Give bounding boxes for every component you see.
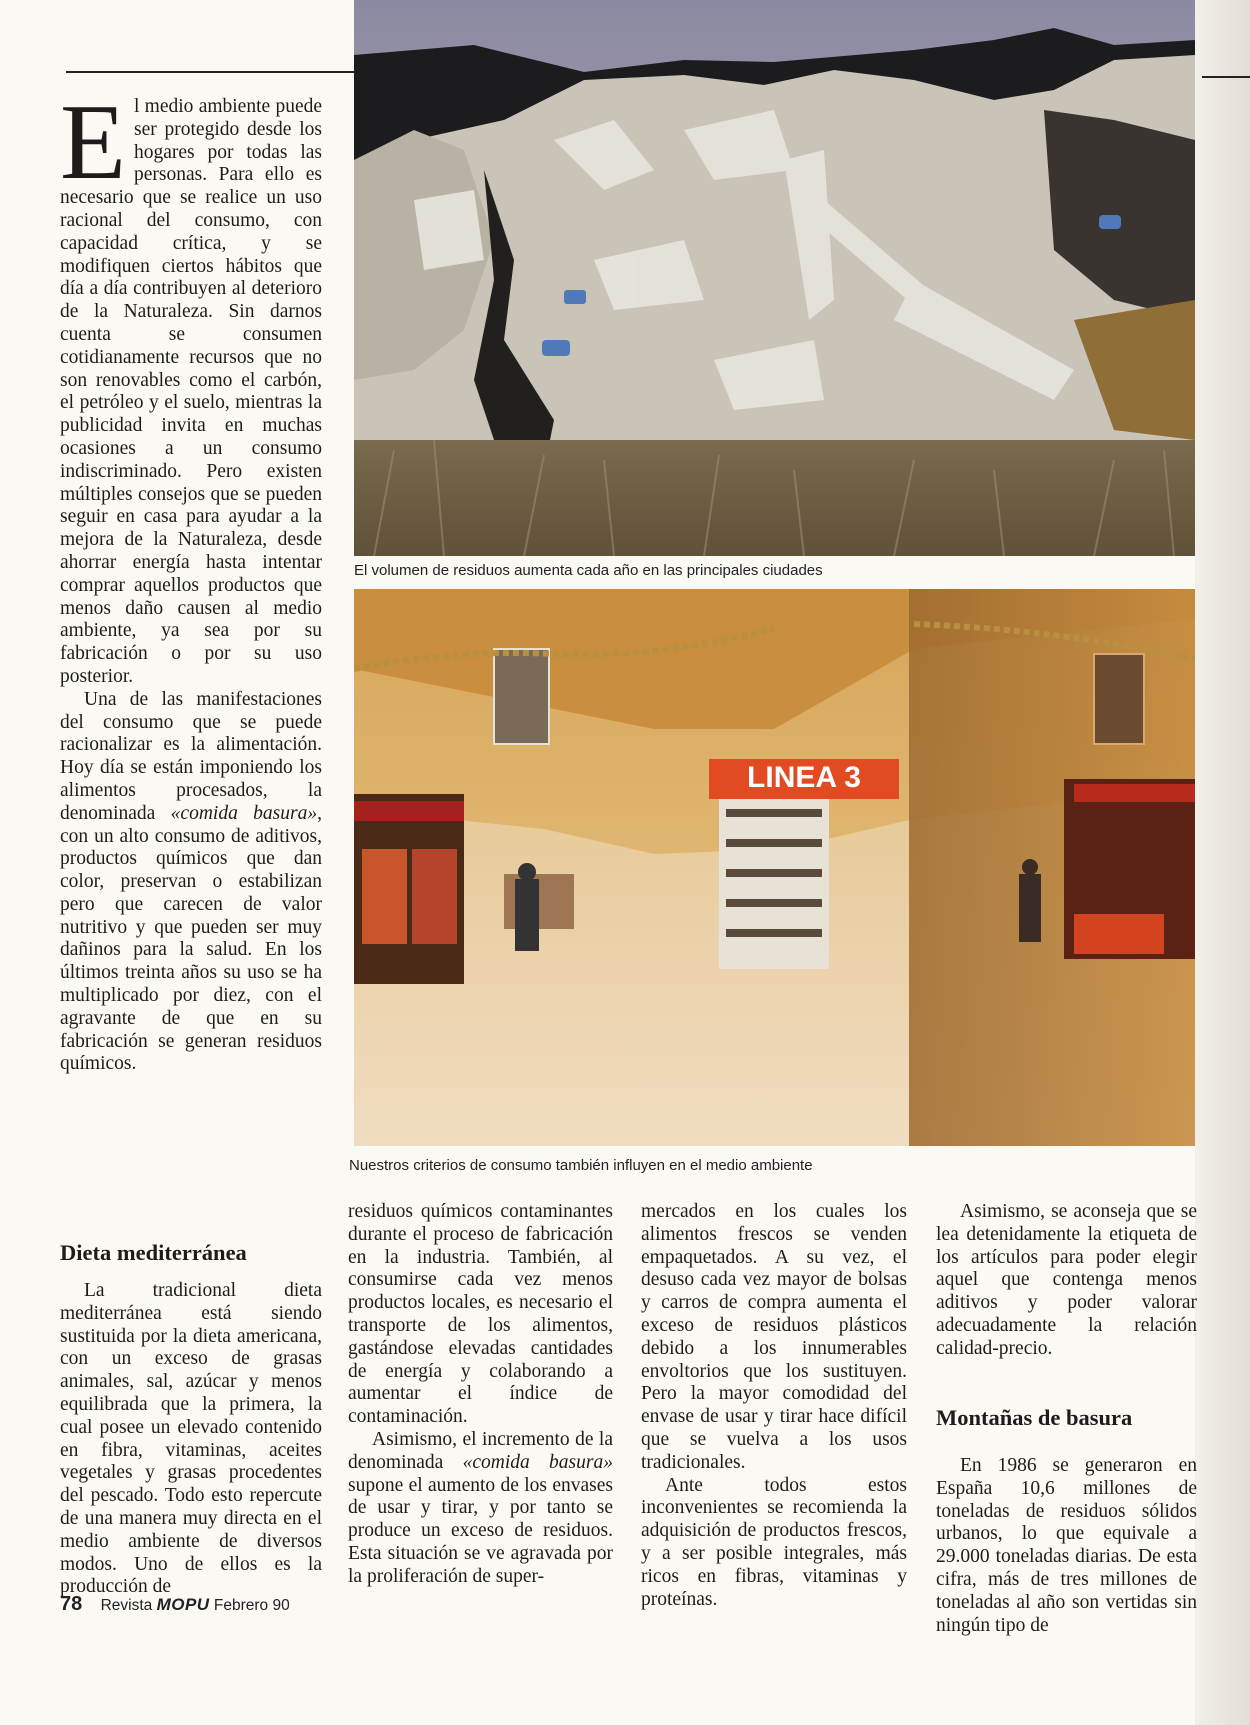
- subhead-dieta: Dieta mediterránea: [60, 1240, 247, 1265]
- basura-column: [936, 1455, 1197, 1637]
- intro-text: l medio ambiente puede ser protegido desde los hogares por todas las personas. Para ello es necesario que se realice un uso racional del consumo, con capacidad crítica, y se modifiquen ciertos hábitos que día a día contribuyen al deterioro de la Naturaleza. Sin darnos cuenta se consumen cotidianamente recursos que no son renovables como el carbón, el petróleo y el suelo, mientras la publicidad invita en muchas ocasiones a un consumo indiscriminado. Pero existen múltiples consejos que se pueden seguir en casa para ayudar a la mejora de la Naturaleza, desde ahorrar energía hasta intentar comprar aquellos productos que menos daño causen al medio ambiente, ya sea por su fabricación o por su uso posterior.: [60, 96, 322, 687]
- food-text-b: , con un alto consumo de aditivos, productos químicos que dan color, preservan o estabilizan pero que carecen de valor nutritivo y que pueden ser muy dañinos para la salud. En los últimos treinta años su uso se ha multiplicado por diez, con el agravante de que en su fabricación se generan residuos químicos.: [60, 802, 322, 1075]
- col3-paragraph-1: mercados en los cuales los alimentos frescos se venden empaquetados. A su vez, el desuso cada vez mayor de bolsas y carros de compra aumenta el exceso de residuos plásticos debido a los innumerables envoltorios que los sustituyen. Pero la mayor comodidad del envase de usar y tirar hace difícil que se vuelva a los usos tradicionales.: [641, 1201, 907, 1473]
- col2-text-b: supone el aumento de los envases de usar y tirar, y por tanto se produce un exceso de residuos. Esta situación se ve agravada por la proliferación de super-: [348, 1474, 613, 1587]
- basura-paragraph: En 1986 se generaron en España 10,6 millones de toneladas de residuos sólidos urbanos, lo que equivale a 29.000 toneladas diarias. De esta cifra, más de tres millones de toneladas al año son vertidas sin ningún tipo de: [936, 1455, 1197, 1636]
- intro-paragraph: [60, 83, 322, 689]
- dieta-paragraph: La tradicional dieta mediterránea está siendo sustituida por la dieta americana, con un exceso de grasas animales, sal, azúcar y menos equilibrada que la primera, la cual posee un elevado contenido en fibra, vitaminas, aceites vegetales y grasas procedentes del pescado. Todo esto repercute de una manera muy directa en el medio ambiente de diversos modos. Uno de ellos es la producción de: [60, 1280, 322, 1598]
- article-intro: [60, 83, 322, 1076]
- food-text-a: Una de las manifestaciones del consumo que se puede racionalizar es la alimentación. Hoy día se están imponiendo los alimentos procesados, la denominada: [60, 688, 322, 824]
- page-number: 78: [60, 1593, 83, 1615]
- col2-text-em: «comida basura»: [462, 1451, 613, 1473]
- mopu-logo: MOPU: [156, 1595, 210, 1614]
- mall-photo-caption: Nuestros criterios de consumo también influyen en el medio ambiente: [349, 1157, 813, 1174]
- column-3: [641, 1201, 907, 1611]
- subhead-basura: Montañas de basura: [936, 1405, 1133, 1430]
- col2-paragraph-2: [348, 1429, 613, 1589]
- col2-text-a: Asimismo, el incremento de la denominada: [348, 1428, 613, 1473]
- garbage-photo: [354, 0, 1195, 556]
- shopping-mall-photo: [354, 589, 1195, 1146]
- top-rule: [66, 71, 354, 73]
- food-paragraph: [60, 689, 322, 1077]
- col3-paragraph-2: Ante todos estos inconvenientes se recomienda la adquisición de productos frescos, y a ser posible integrales, más ricos en fibras, vitaminas y proteínas.: [641, 1474, 907, 1610]
- footer-issue: Febrero 90: [213, 1597, 290, 1614]
- column-4: [936, 1201, 1197, 1361]
- top-rule-right: [1202, 76, 1250, 78]
- column-2: [348, 1201, 613, 1589]
- col4-paragraph-1: Asimismo, se aconseja que se lea detenidamente la etiqueta de los artículos para poder elegir aquel que contenga menos aditivos y poder valorar adecuadamente la relación calidad-precio.: [936, 1201, 1197, 1359]
- page-footer: [60, 1593, 290, 1616]
- footer-revista: Revista: [100, 1597, 153, 1614]
- col2-paragraph-1: residuos químicos contaminantes durante el proceso de fabricación en la industria. También, al consumirse cada vez menos productos locales, es necesario el transporte de los alimentos, gastándose elevadas cantidades de energía y colaborando a aumentar el índice de contaminación.: [348, 1201, 613, 1428]
- dieta-column: [60, 1280, 322, 1599]
- store-sign: LINEA 3: [747, 761, 861, 794]
- drop-cap: E: [60, 83, 126, 202]
- page-edge: [1195, 0, 1250, 1725]
- garbage-photo-caption: El volumen de residuos aumenta cada año en las principales ciudades: [354, 562, 823, 579]
- food-text-em: «comida basura»: [170, 802, 318, 824]
